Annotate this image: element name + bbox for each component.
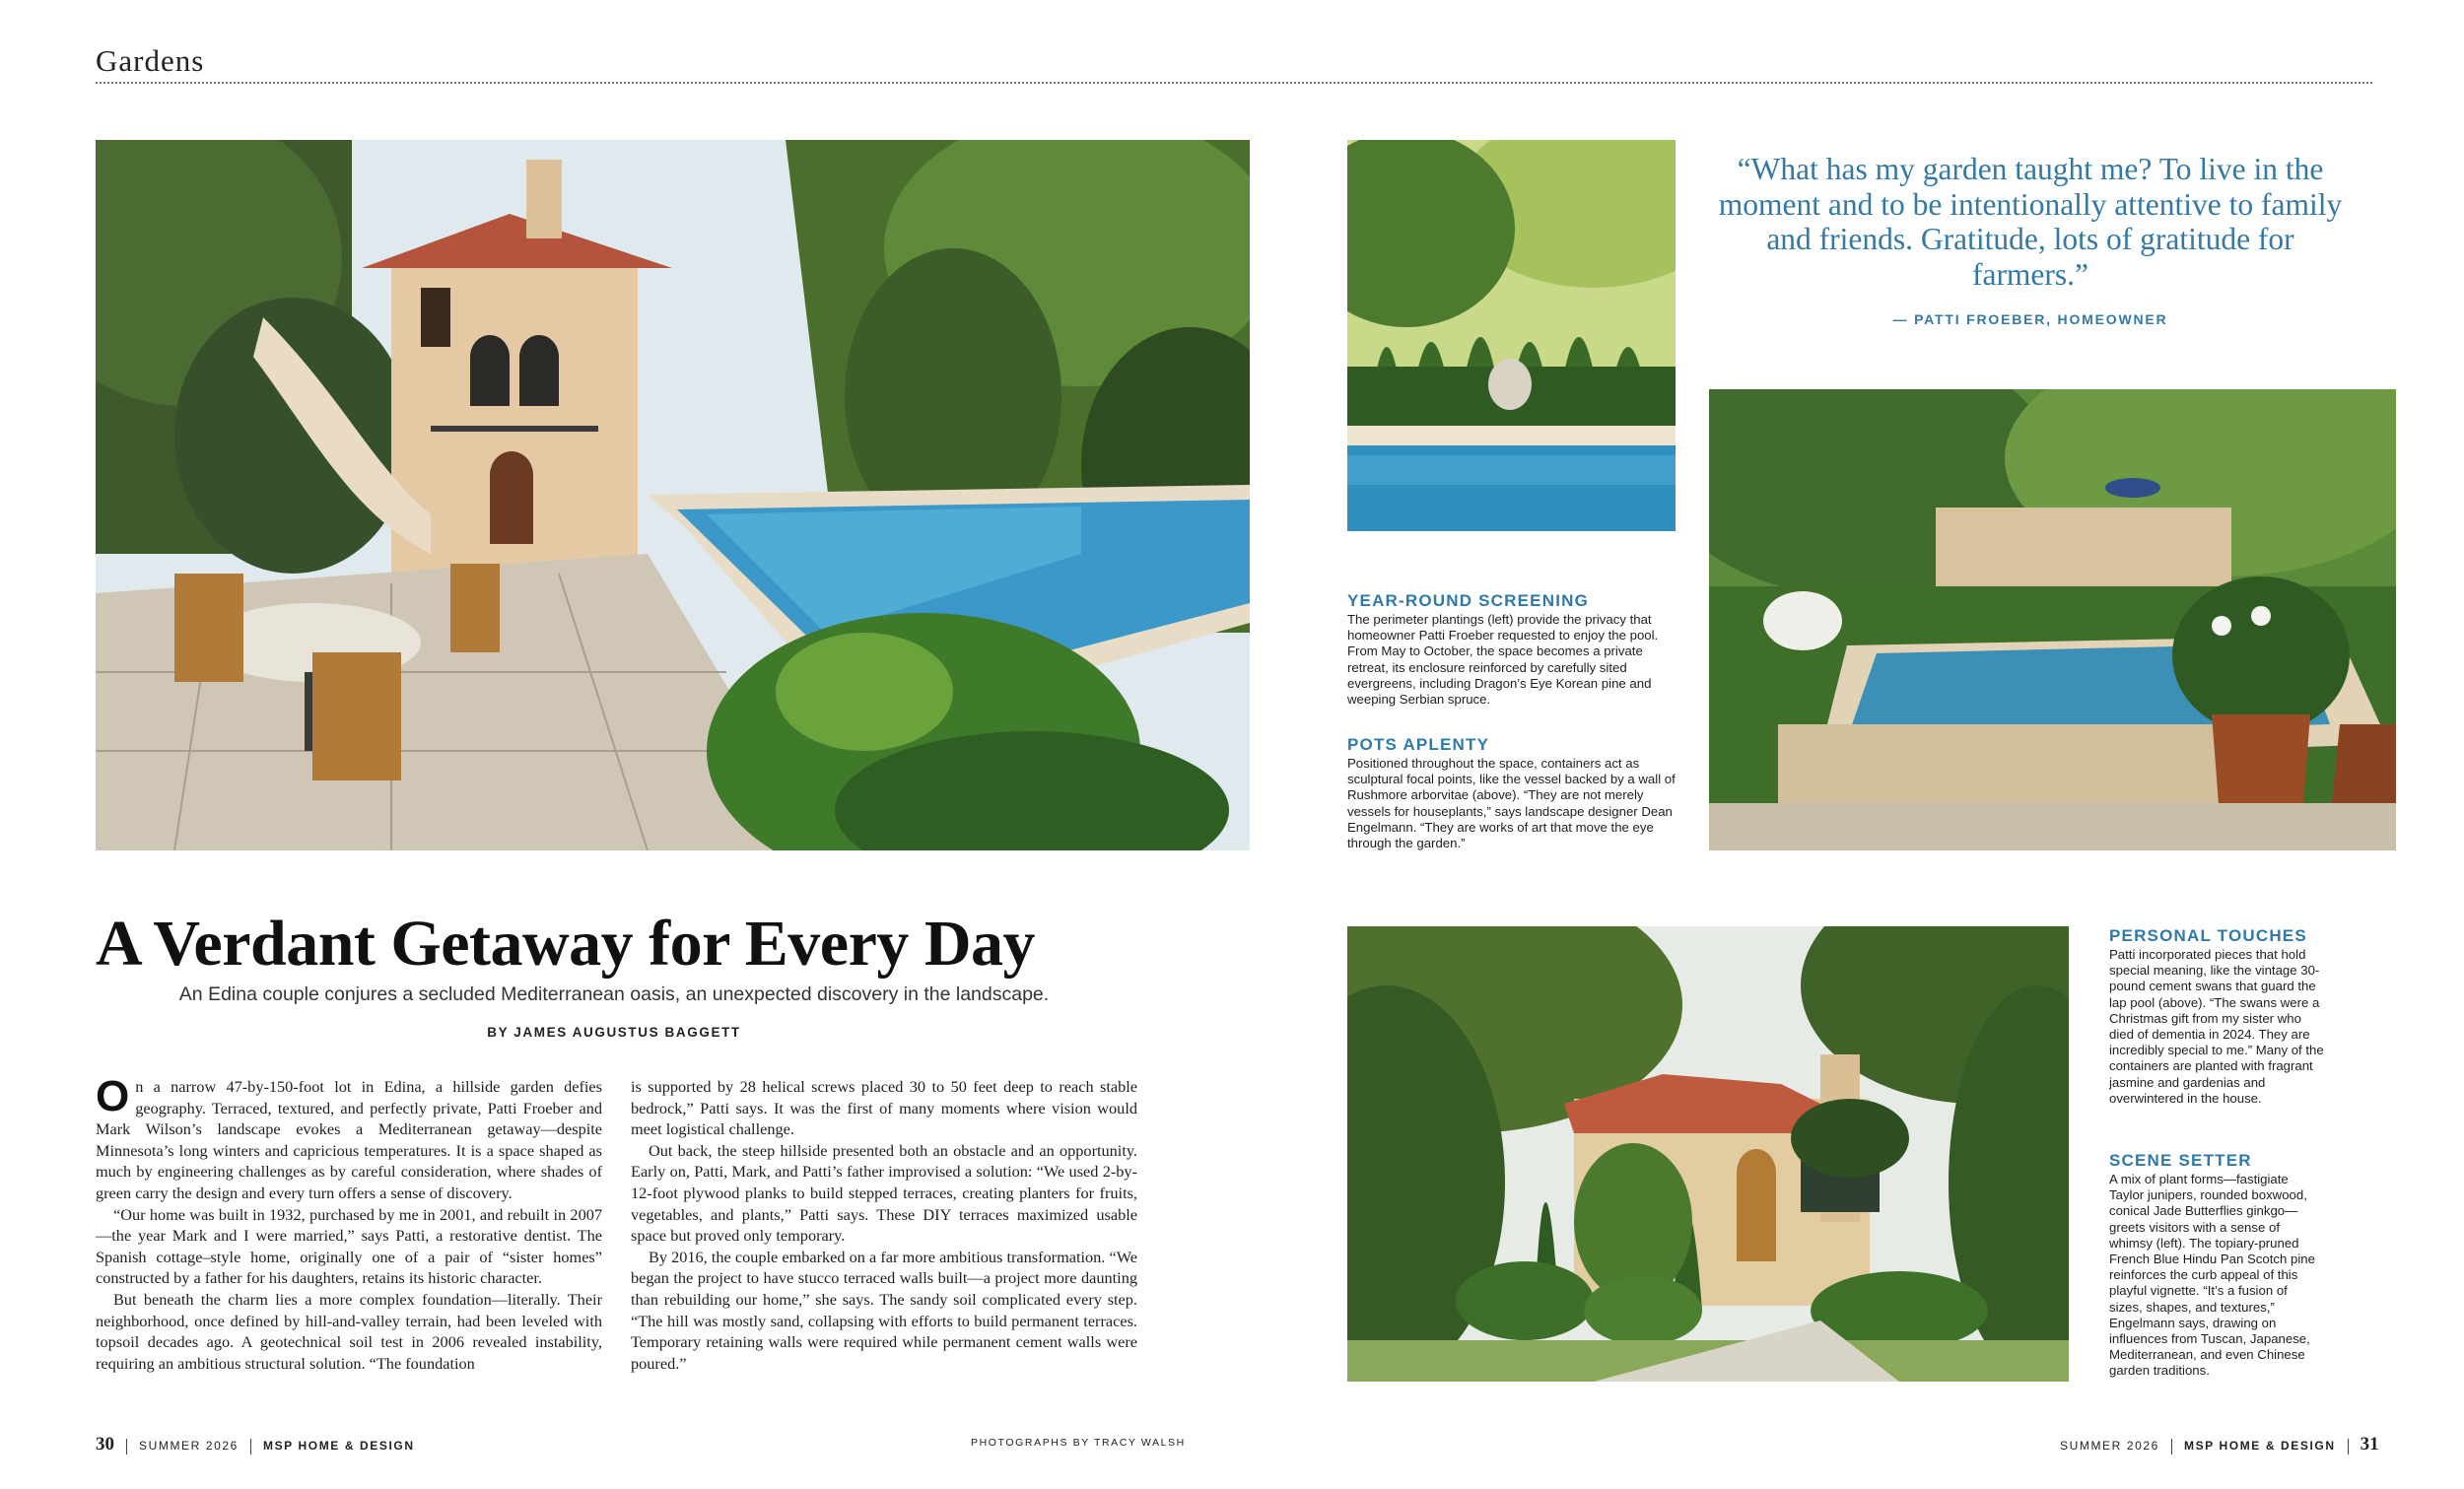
pull-quote-attribution: — PATTI FROEBER, HOMEOWNER <box>1892 311 2168 327</box>
sidebar-heading-scene: SCENE SETTER <box>2109 1151 2252 1170</box>
photo-lap-pool-swans <box>1709 389 2396 850</box>
article-paragraph: On a narrow 47-by-150-foot lot in Edina, a hillside garden defies geography. Terraced, textured, and perfectly private, Patti Froeber and Mark Wilson’s landscape evokes a Mediterranean getaway—despite Minnesota’s long winters and capricious temperatures. It is a space shaped as much by engineering challenges as by careful consideration, where shades of green carry the design and every turn offers a sense of discovery. <box>96 1072 602 1202</box>
article-paragraph: By 2016, the couple embarked on a far more ambitious transformation. “We began the project to have stucco terraced walls built—a project more daunting than rebuilding our home,” she says. The sandy soil complicated every step. “The hill was mostly sand, collapsing with efforts to build permanent terraces. Temporary retaining walls were required while permanent cement walls were poured.” <box>631 1247 1137 1373</box>
sidebar-heading-pots: POTS APLENTY <box>1347 735 1490 754</box>
footer-left <box>96 1434 415 1455</box>
footer-issue-left: SUMMER 2026 <box>139 1439 239 1453</box>
footer-magazine-right: MSP HOME & DESIGN <box>2183 1439 2336 1453</box>
page-number-right: 31 <box>2360 1434 2379 1455</box>
section-label: Gardens <box>96 43 205 78</box>
photo-cottage-front <box>1347 926 2069 1382</box>
article-paragraph: is supported by 28 helical screws placed 30 to 50 feet deep to reach stable bedrock,” Patti says. It was the first of many moments where vision would meet logistical challenge. <box>631 1077 1137 1139</box>
footer-right <box>2060 1434 2379 1455</box>
sidebar-body-screening: The perimeter plantings (left) provide the privacy that homeowner Patti Froeber requested to enjoy the pool. From May to October, the space becomes a private retreat, its enclosure reinforced by carefully sited evergreens, including Dragon’s Eye Korean pine and weeping Serbian spruce. <box>1347 612 1659 708</box>
article-paragraph: Out back, the steep hillside presented both an obstacle and an opportunity. Early on, Patti, Mark, and Patti’s father improvised a solution: “We used 2-by-12-foot plywood planks to build stepped terraces, creating planters for fruits, vegetables, and plants,” Patti says. These DIY terraces maximized usable space but proved only temporary. <box>631 1140 1137 1246</box>
article-paragraph: But beneath the charm lies a more complex foundation—literally. Their neighborhood, once defined by hill-and-valley terrain, had been leveled with topsoil decades ago. A geotechnical soil test in 2006 revealed instability, requiring an ambitious structural solution. “The foundation <box>96 1289 602 1373</box>
article-headline: A Verdant Getaway for Every Day <box>96 908 1036 980</box>
footer-issue-right: SUMMER 2026 <box>2060 1439 2159 1453</box>
article-column-2 <box>631 1076 1137 1374</box>
photo-villa-pool <box>96 140 1250 850</box>
article-byline: BY JAMES AUGUSTUS BAGGETT <box>487 1025 741 1040</box>
article-column-1 <box>96 1072 602 1374</box>
pull-quote: “What has my garden taught me? To live in the moment and to be intentionally attentive to family and friends. Gratitude, lots of gratitude for farmers.” <box>1718 152 2343 292</box>
photo-credit: PHOTOGRAPHS BY TRACY WALSH <box>971 1437 1186 1449</box>
footer-magazine-left: MSP HOME & DESIGN <box>262 1439 415 1453</box>
article-paragraph: “Our home was built in 1932, purchased by me in 2001, and rebuilt in 2007—the year Mark and I were married,” says Patti, a restorative dentist. The Spanish cottage–style home, originally one of a pair of “sister homes” constructed by a father for his daughters, retains its historic character. <box>96 1204 602 1288</box>
photo-pool-screening <box>1347 140 1676 531</box>
sidebar-body-personal: Patti incorporated pieces that hold special meaning, like the vintage 30-pound cement swans that guard the lap pool (above). “The swans were a Christmas gift from my sister who died of dementia in 2024. They are incredibly special to me.” Many of the containers are planted with fragrant jasmine and gardenias and overwintered in the house. <box>2109 947 2324 1106</box>
sidebar-body-pots: Positioned throughout the space, containers act as sculptural focal points, like the vessel backed by a wall of Rushmore arborvitae (above). “They are not merely vessels for houseplants,” says landscape designer Dean Engelmann. “They are works of art that move the eye through the garden.” <box>1347 756 1676 851</box>
header-rule <box>96 82 2372 84</box>
sidebar-heading-screening: YEAR-ROUND SCREENING <box>1347 591 1590 610</box>
page-number-left: 30 <box>96 1434 114 1455</box>
article-deck: An Edina couple conjures a secluded Mediterranean oasis, an unexpected discovery in the landscape. <box>178 983 1050 1005</box>
sidebar-body-scene: A mix of plant forms—fastigiate Taylor junipers, rounded boxwood, conical Jade Butterflies ginkgo—greets visitors with a sense of whimsy (left). The topiary-pruned French Blue Hindu Pan Scotch pine reinforces the curb appeal of this playful vignette. “It’s a fusion of sizes, shapes, and textures,” Engelmann says, drawing on influences from Tuscan, Japanese, Mediterranean, and even Chinese garden traditions. <box>2109 1172 2315 1379</box>
drop-cap: O <box>96 1072 130 1120</box>
sidebar-heading-personal: PERSONAL TOUCHES <box>2109 926 2307 945</box>
